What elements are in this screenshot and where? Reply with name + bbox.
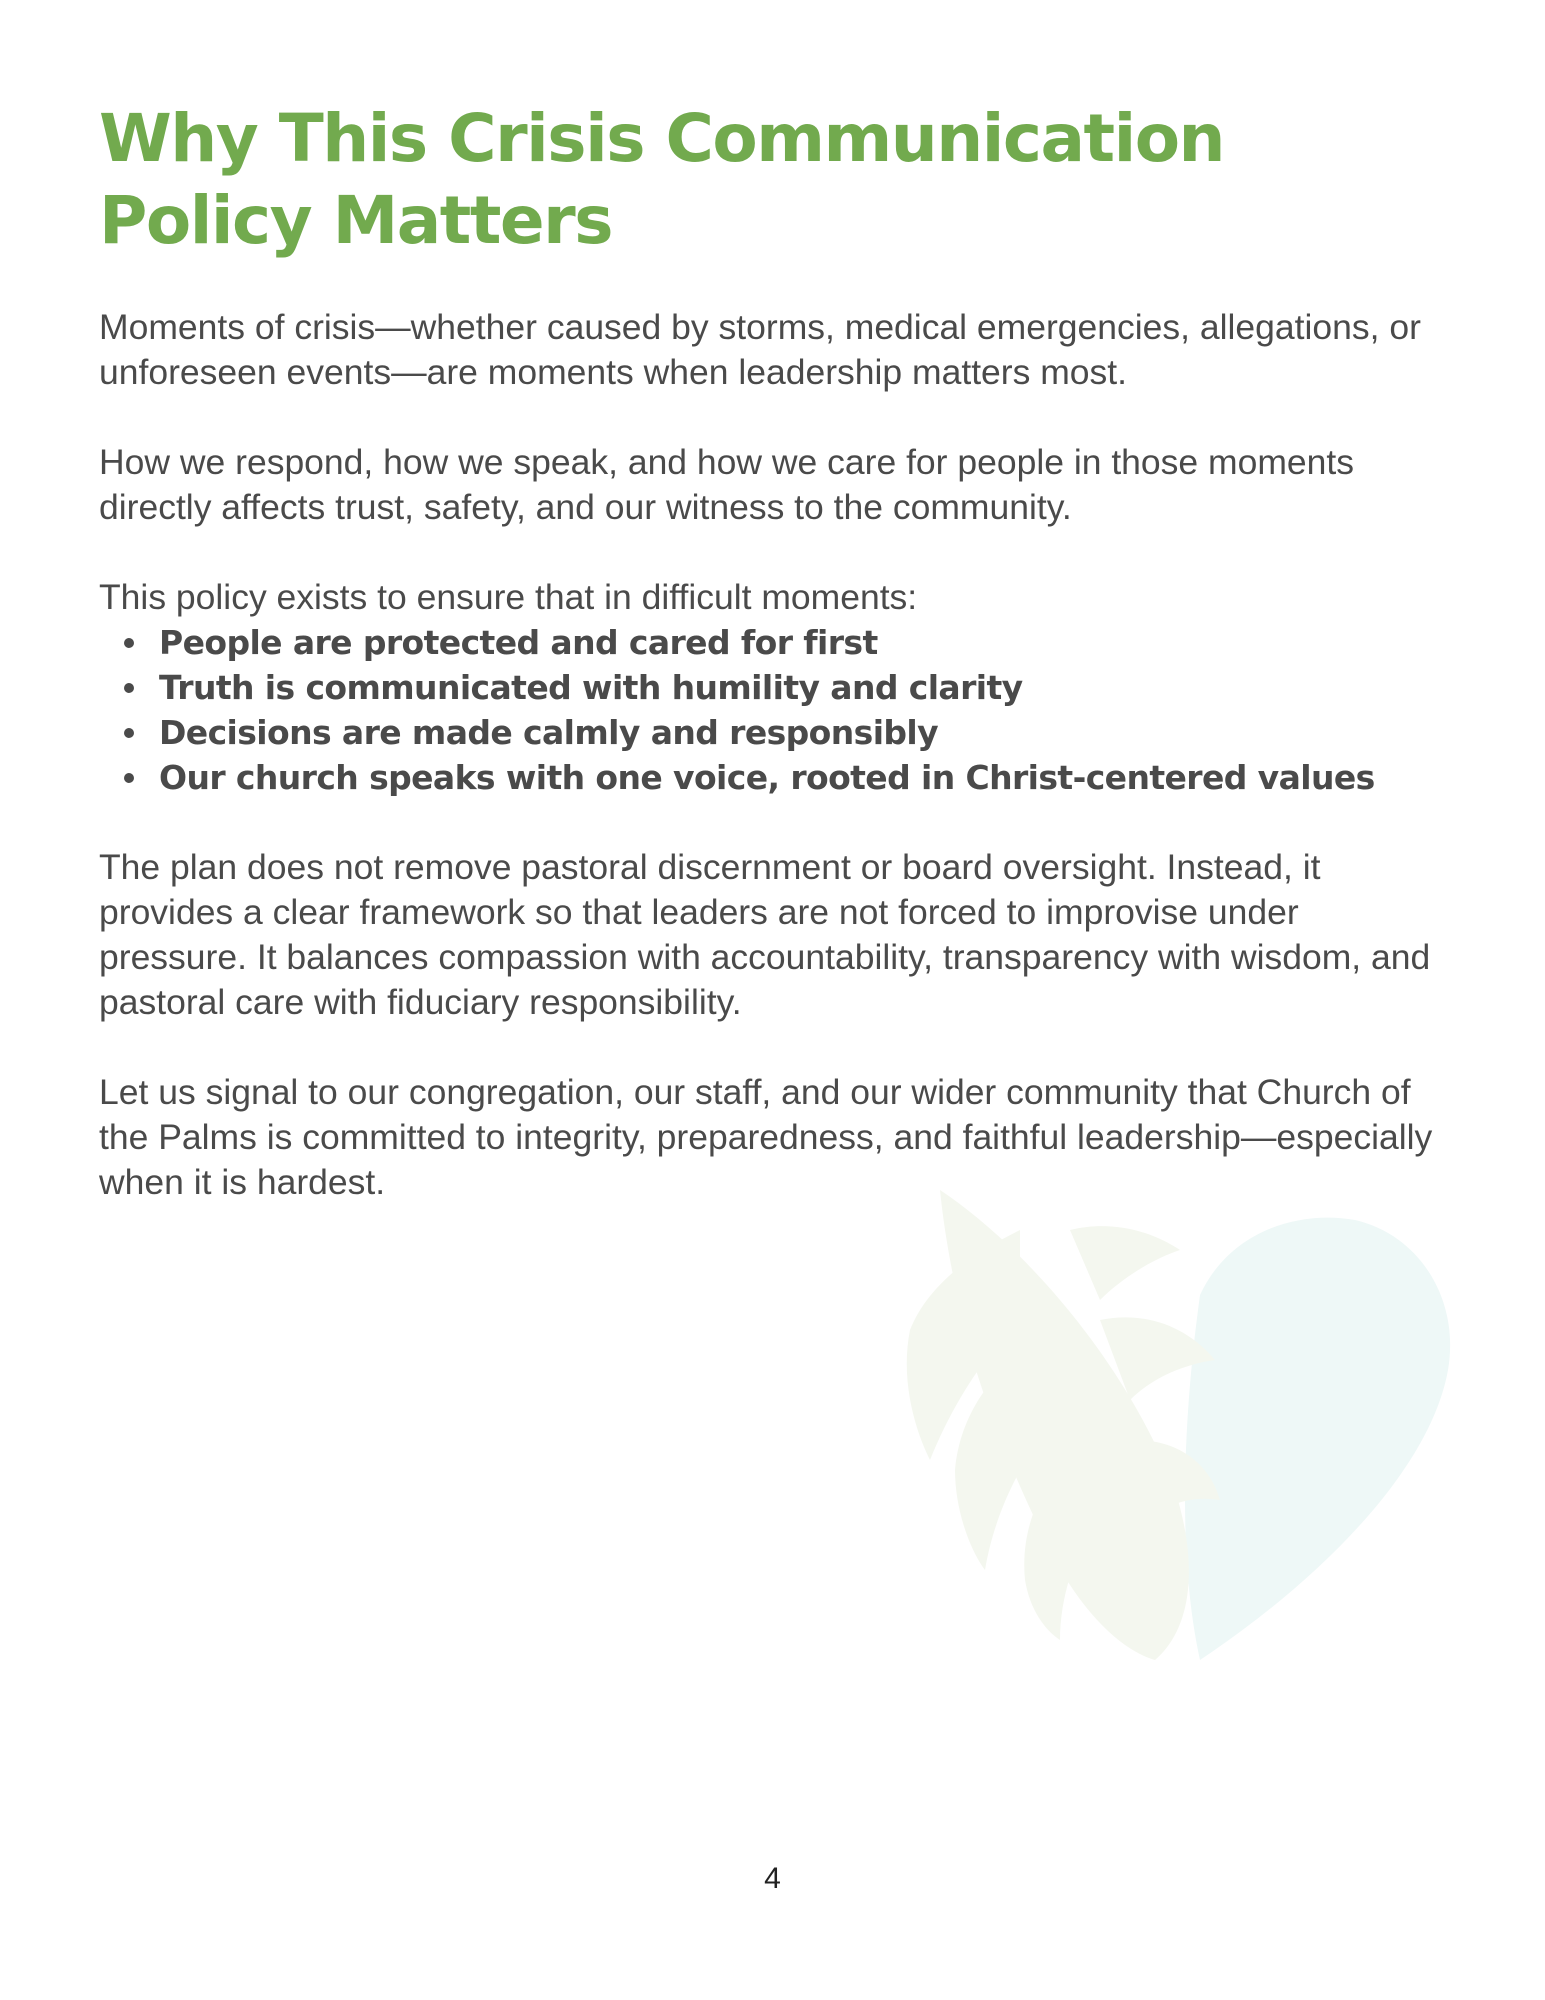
bullet-text: Our church speaks with one voice, rooted in Christ-centered values <box>159 758 1375 797</box>
bullet-dot-icon <box>124 638 134 648</box>
bullet-item <box>99 665 1449 710</box>
bullet-dot-icon <box>124 728 134 738</box>
bullet-dot-icon <box>124 773 134 783</box>
policy-purpose-paragraph: This policy exists to ensure that in difficult moments: <box>99 577 918 617</box>
bullet-item <box>99 755 1449 800</box>
closing-paragraph: Let us signal to our congregation, our staff, and our wider community that Church of the Palms is committed to integrity, preparedness, and faithful leadership—especially when it is hardest. <box>99 1072 1433 1202</box>
page-title: Why This Crisis Communication Policy Matters <box>99 100 1225 259</box>
bullet-text: Truth is communicated with humility and clarity <box>159 668 1023 707</box>
response-paragraph: How we respond, how we speak, and how we care for people in those moments directly affects trust, safety, and our witness to the community. <box>99 442 1355 527</box>
main-content <box>99 98 1449 1205</box>
bullet-text: Decisions are made calmly and responsibly <box>159 713 939 752</box>
palm-leaf-shape <box>907 1190 1220 1660</box>
bullet-item <box>99 620 1449 665</box>
palm-leaf-heart-icon <box>900 1190 1460 1680</box>
intro-paragraph: Moments of crisis—whether caused by storms, medical emergencies, allegations, or unforeseen events—are moments when leadership matters most. <box>99 307 1421 392</box>
bullet-item <box>99 710 1449 755</box>
bullet-text: People are protected and cared for first <box>159 623 878 662</box>
bullet-dot-icon <box>124 683 134 693</box>
page-number: 4 <box>764 1862 781 1895</box>
heart-shape <box>1185 1218 1450 1660</box>
framework-paragraph: The plan does not remove pastoral discernment or board oversight. Instead, it provides a clear framework so that leaders are not forced to improvise under pressure. It balances compassion with accountability, transparency with wisdom, and pastoral care with fiduciary responsibility. <box>99 847 1431 1022</box>
purpose-bullet-list <box>99 620 1449 800</box>
